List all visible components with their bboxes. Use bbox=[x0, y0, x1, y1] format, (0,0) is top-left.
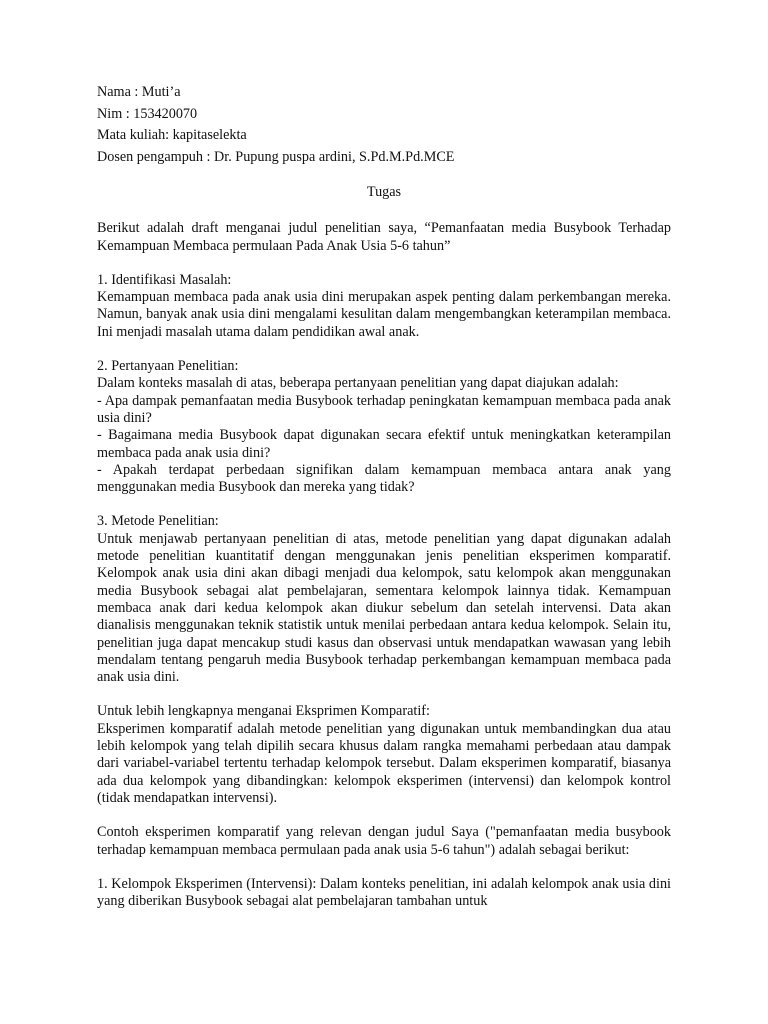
section-metode bbox=[97, 513, 671, 686]
intro-paragraph bbox=[97, 220, 671, 255]
section-identifikasi-heading: 1. Identifikasi Masalah: bbox=[97, 271, 232, 288]
course-name: Mata kuliah: kapitaselekta bbox=[97, 127, 247, 143]
question-item: - Apa dampak pemanfaatan media Busybook terhadap peningkatan kemampuan membaca pada anak usia dini? bbox=[97, 392, 671, 426]
lecturer-name: Dosen pengampuh : Dr. Pupung puspa ardini, S.Pd.M.Pd.MCE bbox=[97, 148, 455, 165]
section-pertanyaan-lead: Dalam konteks masalah di atas, beberapa pertanyaan penelitian yang dapat diajukan adalah: bbox=[97, 375, 619, 392]
section-metode-heading: 3. Metode Penelitian: bbox=[97, 513, 219, 530]
document-title: Tugas bbox=[366, 184, 402, 200]
section-contoh bbox=[97, 824, 671, 859]
section-eksperimen-heading: Untuk lebih lengkapnya menganai Eksprimen Komparatif: bbox=[97, 703, 430, 720]
section-eksperimen bbox=[97, 703, 671, 807]
section-eksperimen-body: Eksperimen komparatif adalah metode penelitian yang digunakan untuk membandingkan dua atau lebih kelompok yang telah dipilih secara khusus dalam rangka memahami perbedaan atau dampak dari variabel-variabel tertentu terhadap kelompok tersebut. Dalam eksperimen komparatif, biasanya ada dua kelompok yang dibandingkan: kelompok eksperimen (intervensi) dan kelompok kontrol (tidak mendapatkan intervensi). bbox=[97, 720, 671, 806]
student-nim: Nim : 153420070 bbox=[97, 105, 198, 122]
section-identifikasi bbox=[97, 272, 671, 341]
section-metode-body: Untuk menjawab pertanyaan penelitian di atas, metode penelitian yang dapat digunakan adalah metode penelitian kuantitatif dengan menggunakan jenis penelitian eksperimen komparatif. Kelompok anak usia dini akan dibagi menjadi dua kelompok, satu kelompok akan menggunakan media Busybook sebagai alat pembelajaran, sementara kelompok lainnya tidak. Kemampuan membaca anak dari kedua kelompok akan diukur sebelum dan setelah intervensi. Data akan dianalisis menggunakan teknik statistik untuk menilai perbedaan antara kedua kelompok. Selain itu, penelitian juga dapat mencakup studi kasus dan observasi untuk mendapatkan wawasan yang lebih mendalam tentang pengaruh media Busybook terhadap perkembangan kemampuan membaca pada anak usia dini. bbox=[97, 530, 671, 686]
student-name: Nama : Muti’a bbox=[97, 84, 181, 100]
section-kelompok-eksperimen-body: 1. Kelompok Eksperimen (Intervensi): Dalam konteks penelitian, ini adalah kelompok anak usia dini yang diberikan Busybook sebagai alat pembelajaran tambahan untuk bbox=[97, 875, 671, 910]
document-content bbox=[97, 82, 671, 927]
section-identifikasi-body: Kemampuan membaca pada anak usia dini merupakan aspek penting dalam perkembangan mereka. Namun, banyak anak usia dini mengalami kesulitan dalam mengembangkan keterampilan membaca. Ini menjadi masalah utama dalam pendidikan awal anak. bbox=[97, 289, 671, 340]
section-contoh-body: Contoh eksperimen komparatif yang relevan dengan judul Saya ("pemanfaatan media busybook terhadap kemampuan membaca permulaan pada anak usia 5-6 tahun") adalah sebagai berikut: bbox=[97, 824, 671, 858]
section-pertanyaan bbox=[97, 358, 671, 496]
question-item: - Bagaimana media Busybook dapat digunakan secara efektif untuk meningkatkan keterampilan membaca pada anak usia dini? bbox=[97, 427, 671, 461]
section-kelompok-eksperimen bbox=[97, 876, 671, 911]
question-item: - Apakah terdapat perbedaan signifikan dalam kemampuan membaca antara anak yang menggunakan media Busybook dan mereka yang tidak? bbox=[97, 461, 671, 496]
header-info bbox=[97, 82, 671, 168]
section-pertanyaan-heading: 2. Pertanyaan Penelitian: bbox=[97, 358, 239, 375]
intro-text: Berikut adalah draft menganai judul penelitian saya, “Pemanfaatan media Busybook Terhadap Kemampuan Membaca permulaan Pada Anak Usia 5-6 tahun” bbox=[97, 220, 671, 254]
